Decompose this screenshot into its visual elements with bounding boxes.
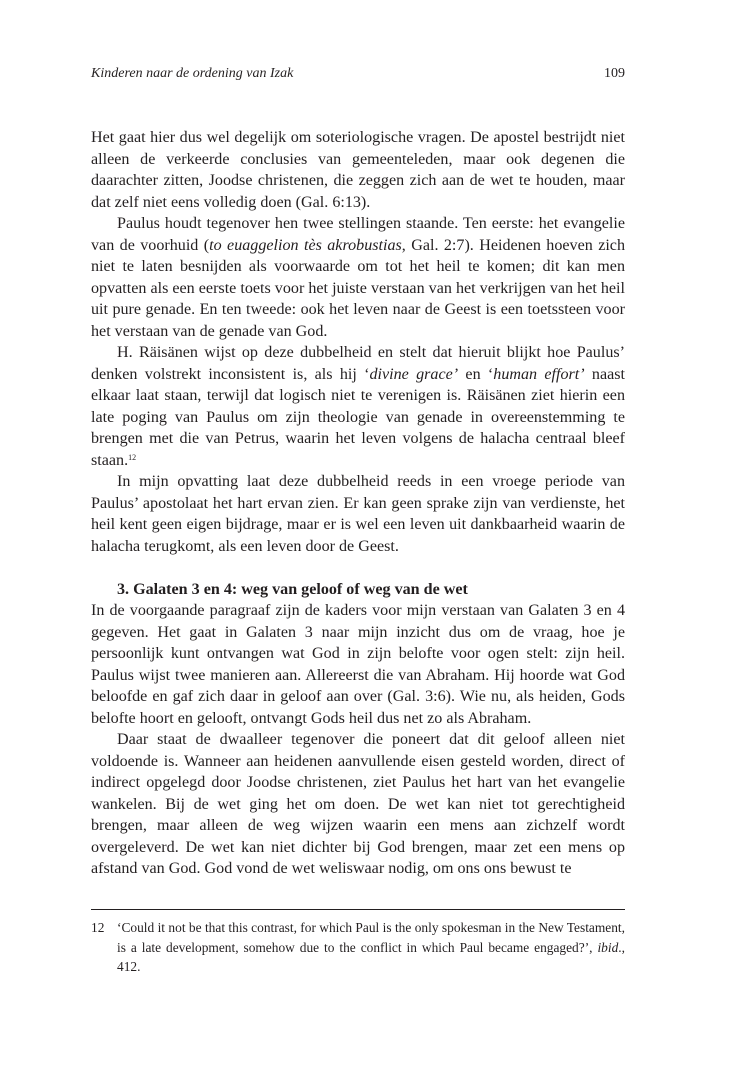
footnote-number: 12	[91, 920, 105, 935]
paragraph-3-text-c: naast elkaar laat staan, terwijl dat logisch niet te verenigen is. Räisänen ziet hierin een late poging van Paulus om zijn theologie van genade in overeenstemming te brengen met die van Petrus, waarin het leven volgens de halacha centraal bleef staan.	[91, 365, 625, 469]
footnote-12	[91, 918, 625, 977]
section-heading: 3. Galaten 3 en 4: weg van geloof of weg van de wet	[117, 580, 468, 598]
paragraph-3	[91, 342, 625, 471]
paragraph-5-text: In de voorgaande paragraaf zijn de kaders voor mijn verstaan van Galaten 3 en 4 gegeven. Het gaat in Galaten 3 naar mijn inzicht dus om de vraag, hoe je persoonlijk kunt ontvangen wat God in zijn belofte voor ogen stelt: zijn heil. Paulus wijst twee manieren aan. Allereerst die van Abraham. Hij hoorde wat God beloofde en gaf zich daar in geloof aan over (Gal. 3:6). Wie nu, als heiden, Gods belofte hoort en gelooft, ontvangt Gods heil dus net zo als Abraham.	[91, 602, 625, 727]
paragraph-2-text-b: , Gal. 2:7). Heidenen hoeven zich niet te laten besnijden als voorwaarde om tot het heil te komen; dit kan men opvatten als een eerste toets voor het juiste verstaan van het verkrijgen van het heil uit pure genade. En ten tweede: ook het leven naar de Geest is een toetssteen voor het verstaan van de genade van God.	[91, 236, 625, 340]
paragraph-4	[91, 471, 625, 557]
paragraph-3-italic-human-effort: human effort’	[493, 365, 585, 383]
footnote-text	[117, 918, 625, 977]
footnote-reference-12[interactable]: 12	[128, 452, 137, 462]
footnote-ibid: ibid	[597, 939, 619, 955]
body-text	[91, 127, 625, 880]
footnote-divider	[91, 909, 625, 910]
paragraph-6	[91, 729, 625, 880]
footnote-text-a: ‘Could it not be that this contrast, for which Paul is the only spokesman in the New Testament, is a late development, somehow due to the conflict in which Paul became engaged?’,	[117, 920, 625, 955]
paragraph-3-text-b: en ‘	[458, 365, 494, 383]
page-number: 109	[604, 66, 625, 81]
running-head	[91, 64, 625, 84]
footnote-text-b: ., 412.	[117, 939, 625, 974]
paragraph-3-text-a: H. Räisänen wijst op deze dubbelheid en stelt dat hieruit blijkt hoe Paulus’ denken volstrekt inconsistent is, als hij ‘	[91, 344, 625, 383]
paragraph-2-greek-phrase: to euaggelion tès akrobustias	[209, 236, 402, 254]
paragraph-1-text: Het gaat hier dus wel degelijk om soteriologische vragen. De apostel bestrijdt niet alleen de verkeerde conclusies van gemeenteleden, maar ook degenen die daarachter zitten, Joodse christenen, die zeggen zich aan de wet te houden, maar dat zelf niet eens volledig doen (Gal. 6:13).	[91, 129, 625, 211]
paragraph-5	[91, 600, 625, 729]
running-head-title: Kinderen naar de ordening van Izak	[91, 66, 294, 81]
paragraph-1	[91, 127, 625, 213]
paragraph-4-text: In mijn opvatting laat deze dubbelheid reeds in een vroege periode van Paulus’ apostolaat het hart ervan zien. Er kan geen sprake zijn van verdienste, het heil kent geen eigen bijdrage, maar er is wel een leven uit dankbaarheid waarin de halacha terugkomt, als een leven door de Geest.	[91, 473, 625, 555]
paragraph-3-italic-divine-grace: divine grace’	[369, 365, 459, 383]
paragraph-6-text: Daar staat de dwaalleer tegenover die poneert dat dit geloof alleen niet voldoende is. Wanneer aan heidenen aanvullende eisen gesteld worden, direct of indirect opgelegd door Joodse christenen, ziet Paulus het hart van het evangelie wankelen. Bij de wet ging het om doen. De wet kan niet tot gerechtigheid brengen, maar alleen de weg wijzen waarin een mens aan zichzelf wordt overgeleverd. De wet kan niet dichter bij God brengen, maar zet een mens op afstand van God. God vond de wet weliswaar nodig, om ons ons bewust te	[91, 731, 625, 877]
paragraph-2	[91, 213, 625, 342]
paragraph-2-text-a: Paulus houdt tegenover hen twee stellingen staande. Ten eerste: het evangelie van de voorhuid (	[91, 215, 625, 254]
